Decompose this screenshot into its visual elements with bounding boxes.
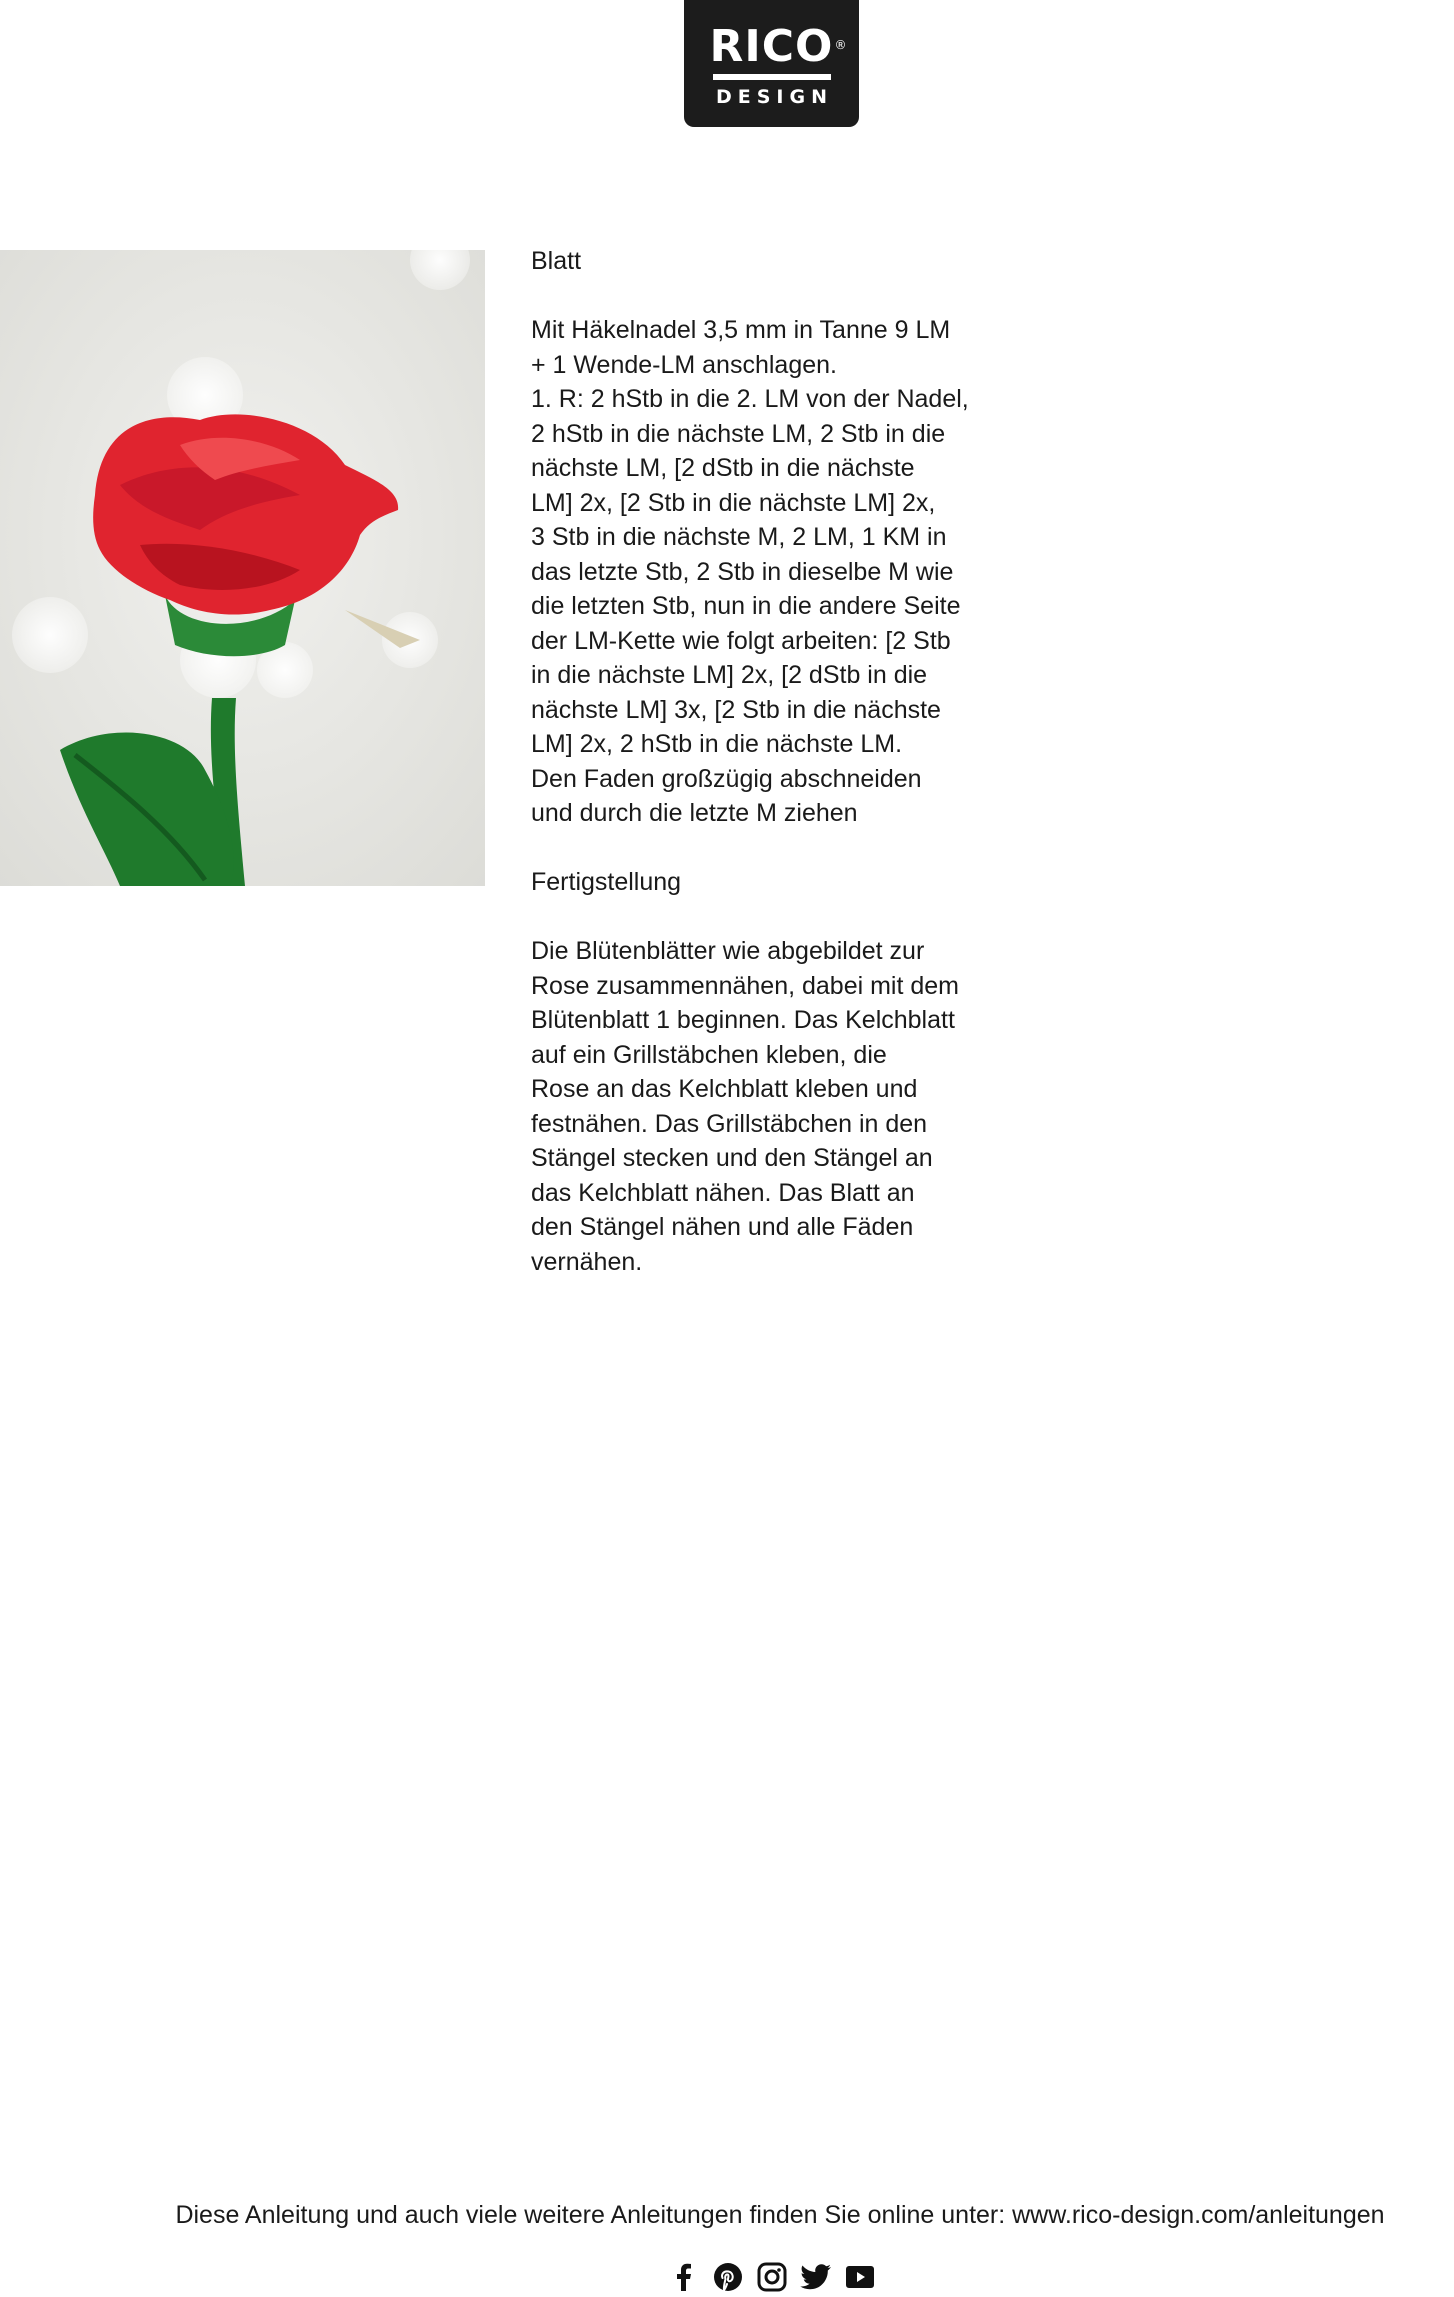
text-line: nächste LM] 3x, [2 Stb in die nächste [531, 695, 941, 724]
text-line: den Stängel nähen und alle Fäden [531, 1213, 914, 1241]
text-line: das Kelchblatt nähen. Das Blatt an [531, 1178, 915, 1207]
text-line: die letzten Stb, nun in die andere Seite [531, 592, 961, 620]
logo-sub: DESIGN [715, 86, 833, 108]
text-line: und durch die letzte M ziehen [531, 799, 858, 827]
logo-brand: RICO ® [709, 21, 848, 72]
text-line: das letzte Stb, 2 Stb in dieselbe M wie [531, 557, 954, 586]
section-text-fertigstellung [531, 934, 1031, 1279]
text-line: Stängel stecken und den Stängel an [531, 1144, 933, 1172]
text-line: Den Faden großzügig abschneiden [531, 764, 922, 793]
rico-design-logo [684, 0, 859, 127]
section-heading-blatt: Blatt [531, 247, 582, 275]
text-line: LM] 2x, [2 Stb in die nächste LM] 2x, [531, 488, 936, 517]
text-line: vernähen. [531, 1247, 643, 1276]
text-line: Blütenblatt 1 beginnen. Das Kelchblatt [531, 1006, 955, 1034]
text-line: Mit Häkelnadel 3,5 mm in Tanne 9 LM [531, 316, 951, 344]
instagram-icon[interactable] [756, 2262, 788, 2292]
text-line: auf ein Grillstäbchen kleben, die [531, 1040, 887, 1069]
crochet-rose-photo [0, 250, 485, 886]
text-line: Die Blütenblätter wie abgebildet zur [531, 937, 925, 965]
text-line: der LM-Kette wie folgt arbeiten: [2 Stb [531, 626, 951, 655]
text-line: Rose an das Kelchblatt kleben und [531, 1075, 918, 1103]
youtube-icon[interactable] [844, 2262, 876, 2292]
text-line: LM] 2x, 2 hStb in die nächste LM. [531, 730, 903, 758]
text-line: 2 hStb in die nächste LM, 2 Stb in die [531, 419, 946, 448]
social-links [668, 2262, 876, 2292]
text-line: 1. R: 2 hStb in die 2. LM von der Nadel, [531, 385, 969, 413]
instructions-content [531, 244, 1031, 1314]
footer-link-text[interactable]: Diese Anleitung und auch viele weitere Anleitungen finden Sie online unter: www.rico-design.com/anleitungen [175, 2201, 1385, 2229]
text-line: in die nächste LM] 2x, [2 dStb in die [531, 661, 928, 689]
logo-bar [713, 74, 831, 80]
pinterest-icon[interactable] [712, 2262, 744, 2292]
text-line: + 1 Wende-LM anschlagen. [531, 350, 837, 379]
section-text-blatt [531, 313, 1031, 831]
twitter-icon[interactable] [800, 2262, 832, 2292]
section-heading-fertigstellung: Fertigstellung [531, 868, 682, 896]
facebook-icon[interactable] [668, 2262, 700, 2292]
text-line: Rose zusammennähen, dabei mit dem [531, 971, 960, 1000]
text-line: 3 Stb in die nächste M, 2 LM, 1 KM in [531, 523, 947, 551]
text-line: festnähen. Das Grillstäbchen in den [531, 1109, 928, 1138]
text-line: nächste LM, [2 dStb in die nächste [531, 454, 915, 482]
